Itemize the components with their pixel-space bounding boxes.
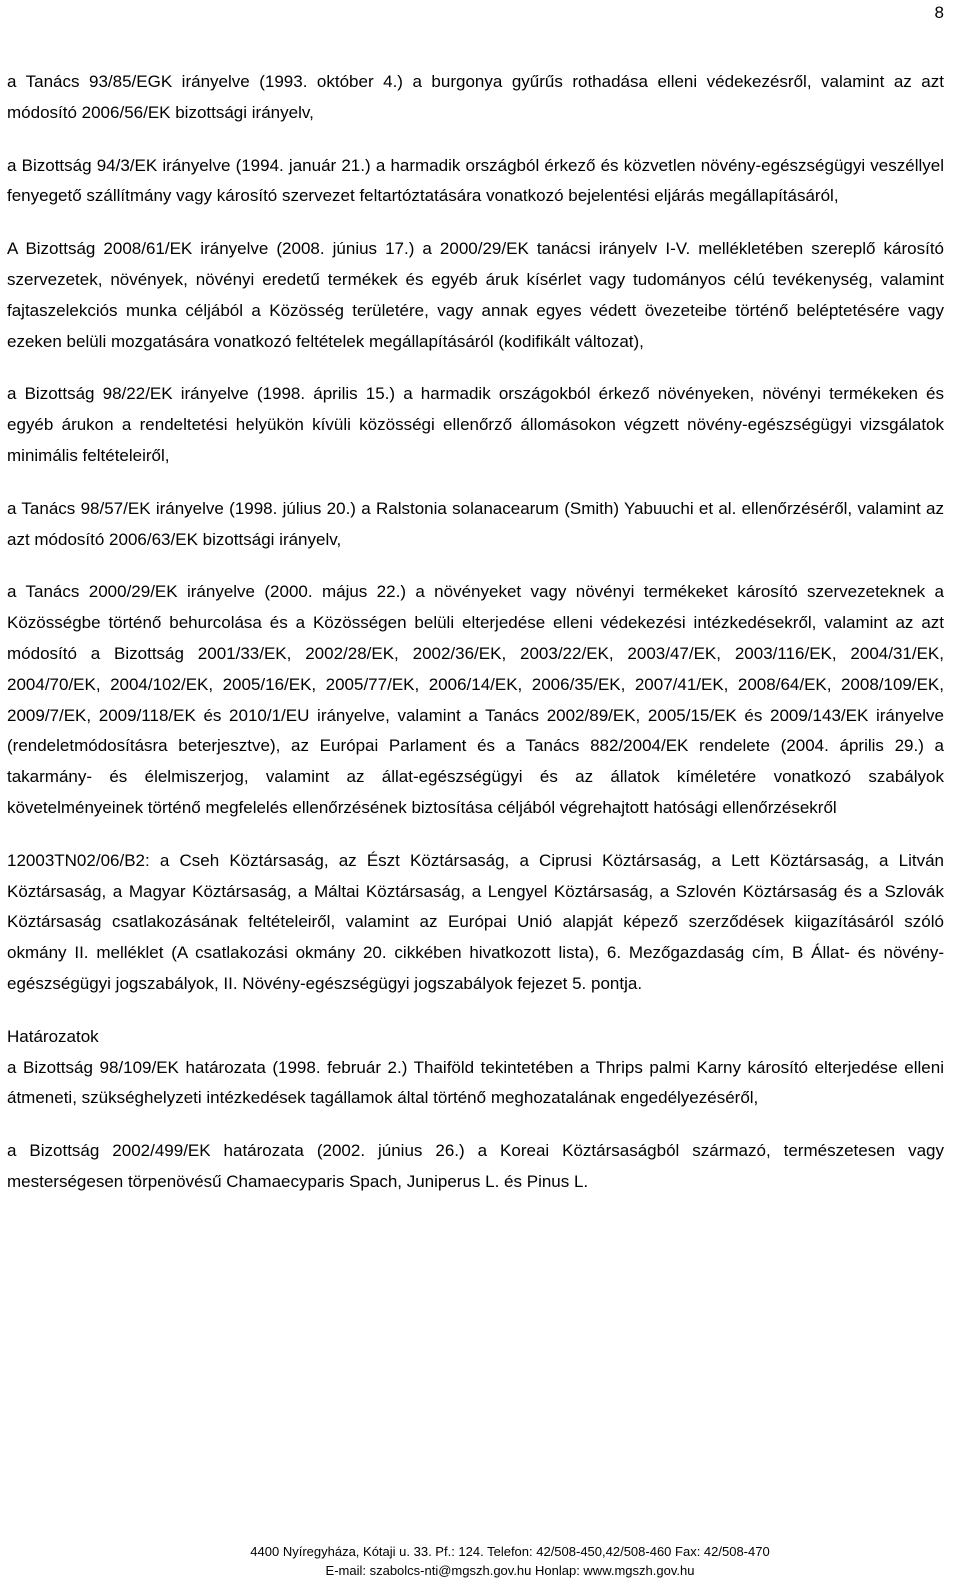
paragraph-93-85-egk: a Tanács 93/85/EGK irányelve (1993. október 4.) a burgonya gyűrűs rothadása elleni védekezésről, valamint az azt módosító 2006/56/EK bizottsági irányelv, — [7, 72, 944, 122]
paragraph-12003tn02: 12003TN02/06/B2: a Cseh Köztársaság, az Észt Köztársaság, a Ciprusi Köztársaság, a Lett Köztársaság, a Litván Köztársaság, a Magyar Köztársaság, a Máltai Köztársaság, a Lengyel Köztársaság, a Szlovén Köztársaság és a Szlovák Köztársaság csatlakozásának feltételeiről, valamint az Európai Unió alapját képező szerződések kiigazításáról szóló okmány II. melléklet (A csatlakozási okmány 20. cikkében hivatkozott lista), 6. Mezőgazdaság cím, B Állat- és növény-egészségügyi jogszabályok, II. Növény-egészségügyi jogszabályok fejezet 5. pontja. — [7, 850, 944, 993]
section-heading-hatarozatok: Határozatok — [7, 1026, 99, 1046]
paragraph-2008-61-ek: A Bizottság 2008/61/EK irányelve (2008. június 17.) a 2000/29/EK tanácsi irányelv I-V. mellékletében szereplő károsító szervezetek, növények, növényi eredetű termékek és egyéb áruk kísérlet vagy tudományos célú tevékenység, valamint fajtaszelekciós munka céljából a Közösség területére, vagy annak egyes védett övezeteibe történő beléptetésére vagy ezeken belüli mozgatására vonatkozó feltételek megállapításáról (kodifikált változat), — [7, 239, 944, 351]
paragraph-98-109-ek: a Bizottság 98/109/EK határozata (1998. február 2.) Thaiföld tekintetében a Thrips palmi Karny károsító elterjedése elleni átmeneti, szükséghelyzeti intézkedések tagállamok által történő meghozatalának engedélyezéséről, — [7, 1057, 944, 1108]
paragraph-94-3-ek: a Bizottság 94/3/EK irányelve (1994. január 21.) a harmadik országból érkező és közvetlen növény-egészségügyi veszéllyel fenyegető szállítmány vagy károsító szervezet feltartóztatására vonatkozó bejelentési eljárás megállapításáról, — [7, 155, 944, 206]
footer-contact: E-mail: szabolcs-nti@mgszh.gov.hu Honlap: www.mgszh.gov.hu — [325, 1563, 695, 1578]
paragraph-98-22-ek: a Bizottság 98/22/EK irányelve (1998. április 15.) a harmadik országokból érkező növényeken, növényi termékeken és egyéb árukon a rendeltetési helyükön kívüli közösségi ellenőrző állomásokon végzett növény-egészségügyi vizsgálatok minimális feltételeiről, — [7, 384, 944, 465]
paragraph-2000-29-ek: a Tanács 2000/29/EK irányelve (2000. május 22.) a növényeket vagy növényi termékeket károsító szervezeteknek a Közösségbe történő behurcolása és a Közösségen belüli elterjedése elleni védekezési intézkedésekről, valamint az azt módosító a Bizottság 2001/33/EK, 2002/28/EK, 2002/36/EK, 2003/22/EK, 2003/47/EK, 2003/116/EK, 2004/31/EK, 2004/70/EK, 2004/102/EK, 2005/16/EK, 2005/77/EK, 2006/14/EK, 2006/35/EK, 2007/41/EK, 2008/64/EK, 2008/109/EK, 2009/7/EK, 2009/118/EK és 2010/1/EU irányelve, valamint a Tanács 2002/89/EK, 2005/15/EK és 2009/143/EK irányelve (rendeletmódosításra beterjesztve), az Európai Parlament és a Tanács 882/2004/EK rendelete (2004. április 29.) a takarmány- és élelmiszerjog, valamint az állat-egészségügyi és az állatok kíméletére vonatkozó szabályok követelményeinek történő megfelelés ellenőrzésének biztosítása céljából végrehajtott hatósági ellenőrzésekről — [7, 582, 944, 817]
page-number: 8 — [934, 3, 944, 22]
document-body — [7, 67, 944, 1220]
page-footer — [0, 1542, 960, 1580]
footer-address: 4400 Nyíregyháza, Kótaji u. 33. Pf.: 124. Telefon: 42/508-450,42/508-460 Fax: 42/508-470 — [250, 1544, 770, 1559]
paragraph-2002-499-ek: a Bizottság 2002/499/EK határozata (2002. június 26.) a Koreai Köztársaságból származó, természetesen vagy mesterségesen törpenövésű Chamaecyparis Spach, Juniperus L. és Pinus L. — [7, 1141, 944, 1191]
paragraph-98-57-ek: a Tanács 98/57/EK irányelve (1998. július 20.) a Ralstonia solanacearum (Smith) Yabuuchi et al. ellenőrzéséről, valamint az azt módosító 2006/63/EK bizottsági irányelv, — [7, 498, 944, 549]
